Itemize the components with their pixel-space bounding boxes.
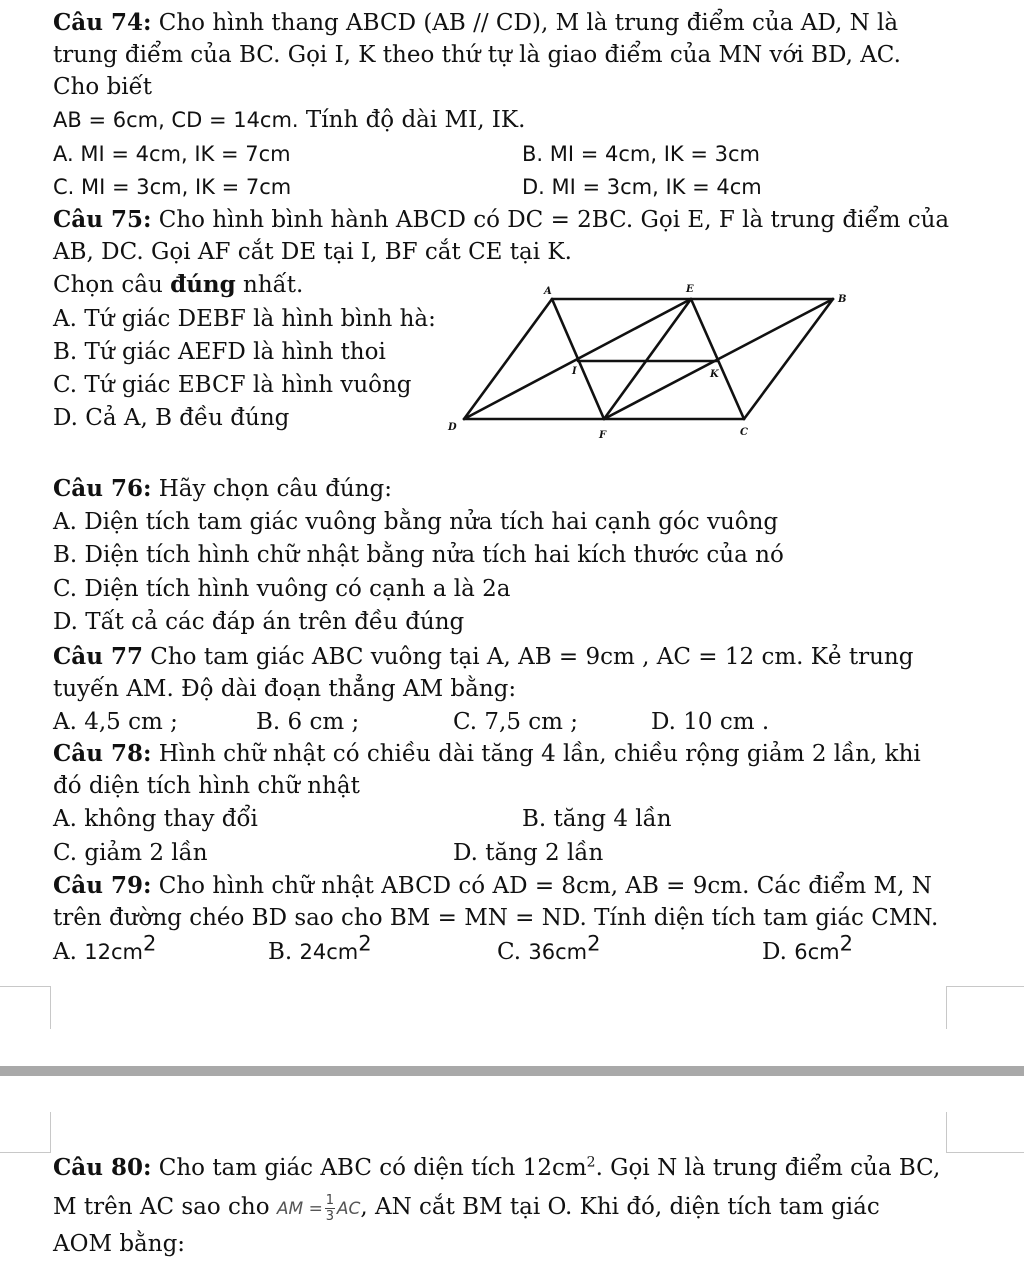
q78-option-b[interactable]: B. tăng 4 lần — [522, 806, 672, 832]
q79-label: Câu 79: — [53, 872, 152, 899]
q79-d-letter: D. — [762, 939, 787, 965]
page-corner-mark-right — [946, 986, 1024, 1029]
q80-line1 — [53, 1152, 940, 1184]
q74-line2: trung điểm của BC. Gọi I, K theo thứ tự là giao điểm của MN với BD, AC. — [53, 42, 901, 68]
q74-ask: Tính độ dài MI, IK. — [298, 107, 526, 133]
q76-option-b[interactable]: B. Diện tích hình chữ nhật bằng nửa tích hai kích thước của nó — [53, 542, 784, 568]
q78-line2: đó diện tích hình chữ nhật — [53, 773, 360, 799]
q75-option-d[interactable]: D. Cả A, B đều đúng — [53, 405, 290, 431]
q80-frac-num: 1 — [325, 1192, 334, 1208]
q76-option-d[interactable]: D. Tất cả các đáp án trên đều đúng — [53, 609, 465, 635]
q80-text2a: M trên AC sao cho — [53, 1194, 277, 1220]
document-page-2 — [0, 1076, 1024, 1280]
q79-option-b[interactable] — [268, 931, 372, 968]
q79-b-exp: 2 — [358, 931, 372, 956]
q79-option-c[interactable] — [497, 931, 601, 968]
q77-option-d[interactable]: D. 10 cm . — [651, 709, 770, 735]
q74-line1 — [53, 7, 898, 39]
q74-given-line — [53, 104, 525, 136]
q80-formula-right: AC — [336, 1199, 361, 1219]
q77-line2: tuyến AM. Độ dài đoạn thẳng AM bằng: — [53, 676, 517, 702]
q75-choose-b: đúng — [170, 271, 236, 298]
q75-choose-c: nhất. — [235, 272, 304, 298]
q75-text1: Cho hình bình hành ABCD có DC = 2BC. Gọi E, F là trung điểm của — [151, 207, 950, 233]
q78-option-a[interactable]: A. không thay đổi — [53, 806, 258, 832]
label-i: I — [572, 366, 577, 377]
q75-label: Câu 75: — [53, 206, 152, 233]
q79-d-exp: 2 — [839, 931, 853, 956]
q77-option-b[interactable]: B. 6 cm ; — [256, 709, 360, 735]
q75-line1 — [53, 204, 949, 236]
q74-option-d[interactable]: D. MI = 3cm, IK = 4cm — [522, 175, 762, 199]
q80-formula-left: AM = — [276, 1199, 323, 1219]
q76-label: Câu 76: — [53, 475, 152, 502]
q75-line2: AB, DC. Gọi AF cắt DE tại I, BF cắt CE tại K. — [53, 239, 572, 265]
page-corner-mark-right-2 — [946, 1112, 1024, 1153]
q80-exp: 2 — [586, 1154, 596, 1171]
q74-line3: Cho biết — [53, 74, 153, 100]
q75-option-b[interactable]: B. Tứ giác AEFD là hình thoi — [53, 339, 386, 365]
q79-line2: trên đường chéo BD sao cho BM = MN = ND. Tính diện tích tam giác CMN. — [53, 905, 939, 931]
q74-text1: Cho hình thang ABCD (AB // CD), M là trung điểm của AD, N là — [151, 10, 899, 36]
q80-text1b: . Gọi N là trung điểm của BC, — [595, 1155, 941, 1181]
q80-frac-den: 3 — [325, 1208, 334, 1224]
q75-choose — [53, 269, 303, 301]
q76-option-c[interactable]: C. Diện tích hình vuông có cạnh a là 2a — [53, 576, 511, 602]
q79-c-exp: 2 — [587, 931, 601, 956]
q74-given: AB = 6cm, CD = 14cm. — [53, 108, 299, 132]
edge-bc — [744, 299, 833, 419]
q80-text1a: Cho tam giác ABC có diện tích 12cm — [151, 1155, 587, 1181]
q76-line1 — [53, 473, 392, 505]
q78-label: Câu 78: — [53, 740, 152, 767]
edge-da — [464, 299, 552, 419]
q79-c-letter: C. — [497, 939, 522, 965]
q78-line1 — [53, 738, 921, 770]
q75-choose-a: Chọn câu — [53, 272, 171, 298]
segment-de — [464, 299, 691, 419]
q79-option-a[interactable] — [53, 931, 157, 968]
q78-option-c[interactable]: C. giảm 2 lần — [53, 840, 208, 866]
q79-line1 — [53, 870, 932, 902]
label-b: B — [838, 294, 847, 305]
q80-line3: AOM bằng: — [53, 1231, 186, 1257]
segment-bf — [604, 299, 833, 419]
parallelogram-figure — [440, 278, 860, 448]
q75-option-c[interactable]: C. Tứ giác EBCF là hình vuông — [53, 372, 412, 398]
q77-text1: Cho tam giác ABC vuông tại A, AB = 9cm , AC = 12 cm. Kẻ trung — [142, 644, 914, 670]
page-corner-mark-left-2 — [0, 1112, 51, 1153]
q79-text1: Cho hình chữ nhật ABCD có AD = 8cm, AB = 9cm. Các điểm M, N — [151, 873, 932, 899]
label-a: A — [544, 286, 552, 297]
label-d: D — [448, 422, 457, 433]
segment-ef — [604, 299, 691, 419]
label-c: C — [740, 427, 748, 438]
q79-a-exp: 2 — [142, 931, 157, 956]
q79-a-value: 12cm — [84, 940, 143, 964]
label-e: E — [686, 284, 694, 295]
q74-option-a[interactable]: A. MI = 4cm, IK = 7cm — [53, 142, 291, 166]
q79-option-d[interactable] — [762, 931, 853, 968]
q78-text1: Hình chữ nhật có chiều dài tăng 4 lần, chiều rộng giảm 2 lần, khi — [151, 741, 921, 767]
q79-c-value: 36cm — [528, 940, 588, 964]
q77-option-c[interactable]: C. 7,5 cm ; — [453, 709, 579, 735]
label-f: F — [599, 430, 607, 441]
q80-label: Câu 80: — [53, 1154, 152, 1181]
q80-fraction — [325, 1194, 335, 1223]
q78-option-d[interactable]: D. tăng 2 lần — [453, 840, 604, 866]
q77-label: Câu 77 — [53, 643, 143, 670]
page-gap — [0, 1066, 1024, 1076]
q79-b-letter: B. — [268, 939, 293, 965]
label-k: K — [710, 369, 719, 380]
q76-option-a[interactable]: A. Diện tích tam giác vuông bằng nửa tích hai cạnh góc vuông — [53, 509, 779, 535]
q77-line1 — [53, 641, 913, 673]
q80-line2 — [53, 1191, 880, 1225]
q79-a-letter: A. — [53, 939, 77, 965]
page-corner-mark-left — [0, 986, 51, 1029]
q75-option-a[interactable]: A. Tứ giác DEBF là hình bình hà: — [53, 306, 436, 332]
q79-d-value: 6cm — [794, 940, 840, 964]
q74-option-b[interactable]: B. MI = 4cm, IK = 3cm — [522, 142, 761, 166]
q80-text2b: , AN cắt BM tại O. Khi đó, diện tích tam giác — [360, 1194, 880, 1220]
q77-option-a[interactable]: A. 4,5 cm ; — [53, 709, 178, 735]
q74-label: Câu 74: — [53, 9, 152, 36]
q74-option-c[interactable]: C. MI = 3cm, IK = 7cm — [53, 175, 292, 199]
q76-text: Hãy chọn câu đúng: — [151, 476, 393, 502]
q79-b-value: 24cm — [299, 940, 359, 964]
